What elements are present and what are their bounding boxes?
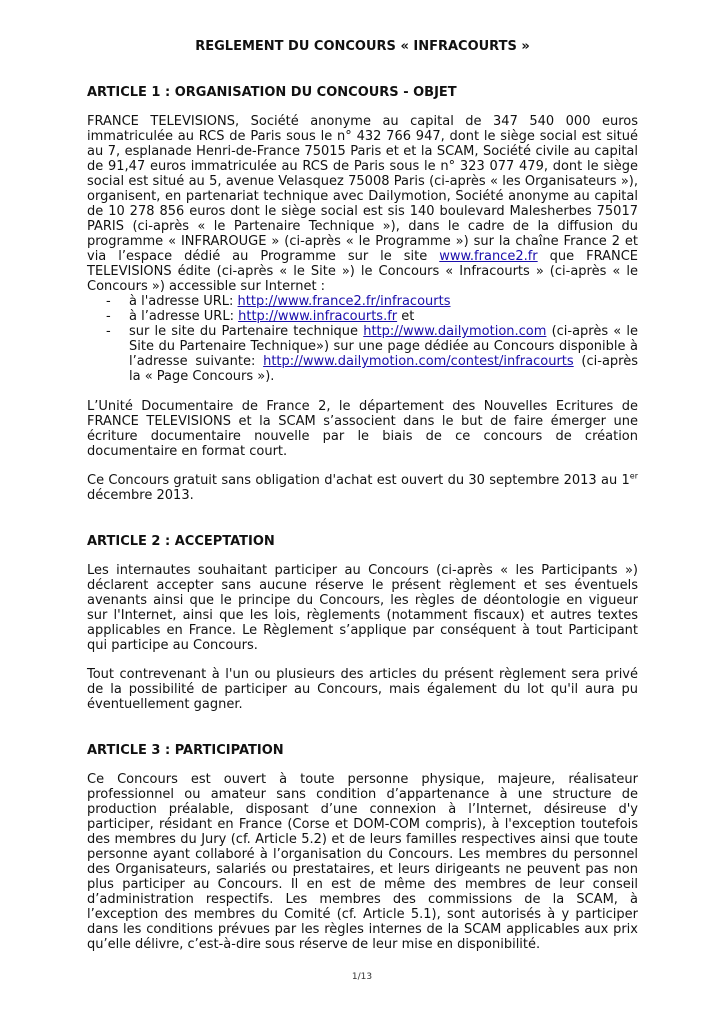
bullet-2-tail: et: [397, 309, 415, 324]
article-1-heading: ARTICLE 1 : ORGANISATION DU CONCOURS - OBJET: [87, 85, 457, 100]
list-item: [87, 309, 638, 324]
document-page: [87, 38, 638, 952]
france2-link[interactable]: www.france2.fr: [439, 249, 538, 264]
infracourts-france2-link[interactable]: http://www.france2.fr/infracourts: [237, 294, 451, 309]
article-2-paragraph-1: Les internautes souhaitant participer au Concours (ci-après « les Participants ») déclarent accepter sans aucune réserve le présent règlement et ses éventuels avenants ainsi que le principe du Concours, les règles de déontologie en vigueur sur l'Internet, ainsi que les lois, règlements (notamment fiscaux) et autres textes applicables en France. Le Règlement s’applique par conséquent à tout Participant qui participe au Concours.: [87, 563, 638, 653]
bullet-1-text: à l'adresse URL:: [129, 294, 238, 309]
article-1-paragraph-1: [87, 114, 638, 294]
bullet-3-tail: (ci-après la « Page Concours »).: [129, 354, 639, 384]
article-1-p3-text: Ce Concours gratuit sans obligation d'achat est ouvert du 30 septembre 2013 au 1: [87, 473, 630, 488]
article-3-paragraph-1: Ce Concours est ouvert à toute personne physique, majeure, réalisateur professionnel ou amateur sans condition d’appartenance à une structure de production préalable, disposant d’une connexion à l’Internet, désireuse d'y participer, résidant en France (Corse et DOM-COM compris), à l'exception toutefois des membres du Jury (cf. Article 5.2) et de leurs familles respectives ainsi que toute personne ayant collaboré à l’organisation du Concours. Les membres du personnel des Organisateurs, salariés ou prestataires, et leurs dirigeants ne peuvent pas non plus participer au Concours. Il en est de même des membres de leur conseil d’administration respectifs. Les membres des commissions de la SCAM, à l’exception des membres du Comité (cf. Article 5.1), sont autorisés à y participer dans les conditions prévues par les règles internes de la SCAM applicables aux prix qu’elle délivre, c’est-à-dire sous réserve de leur mise en disponibilité.: [87, 772, 638, 952]
list-item: [87, 294, 638, 309]
article-2-heading: ARTICLE 2 : ACCEPTATION: [87, 534, 275, 549]
bullet-dash: -: [106, 294, 111, 309]
dailymotion-contest-link[interactable]: http://www.dailymotion.com/contest/infracourts: [263, 354, 574, 369]
article-1-p3-tail: décembre 2013.: [87, 488, 194, 503]
bullet-3-mid: (ci-après « le Site du Partenaire Technique») sur une page dédiée au Concours disponible à l’adresse suivante:: [129, 324, 639, 369]
article-1-p1-text-b: que FRANCE TELEVISIONS édite (ci-après « le Site ») le Concours « Infracourts » (ci-après « le Concours ») accessible sur Internet :: [87, 249, 638, 294]
bullet-dash: -: [106, 309, 111, 324]
article-3-heading: ARTICLE 3 : PARTICIPATION: [87, 743, 284, 758]
bullet-3-text: sur le site du Partenaire technique: [129, 324, 364, 339]
access-url-list: [87, 294, 638, 384]
bullet-dash: -: [106, 324, 111, 339]
dailymotion-link[interactable]: http://www.dailymotion.com: [363, 324, 547, 339]
document-title: REGLEMENT DU CONCOURS « INFRACOURTS »: [195, 39, 530, 54]
ordinal-superscript: er: [629, 471, 638, 481]
bullet-2-text: à l’adresse URL:: [129, 309, 239, 324]
infracourts-fr-link[interactable]: http://www.infracourts.fr: [238, 309, 398, 324]
article-2-paragraph-2: Tout contrevenant à l'un ou plusieurs des articles du présent règlement sera privé de la possibilité de participer au Concours, mais également du lot qu'il aura pu éventuellement gagner.: [87, 667, 638, 712]
page-number: 1/13: [351, 972, 373, 982]
article-1-p1-text-a: FRANCE TELEVISIONS, Société anonyme au capital de 347 540 000 euros immatriculée au RCS de Paris sous le n° 432 766 947, dont le siège social est situé au 7, esplanade Henri-de-France 75015 Paris et et la SCAM, Société civile au capital de 91,47 euros immatriculée au RCS de Paris sous le n° 323 077 479, dont le siège social est situé au 5, avenue Velasquez 75008 Paris (ci-après « les Organisateurs »), organisent, en partenariat technique avec Dailymotion, Société anonyme au capital de 10 278 856 euros dont le siège social est sis 140 boulevard Malesherbes 75017 PARIS (ci-après « le Partenaire Technique »), dans le cadre de la diffusion du programme « INFRAROUGE » (ci-après « le Programme ») sur la chaîne France 2 et via l’espace dédié au Programme sur le site: [87, 114, 638, 264]
article-1-paragraph-3: [87, 473, 638, 503]
article-1-paragraph-2: L’Unité Documentaire de France 2, le département des Nouvelles Ecritures de FRANCE TELEVISIONS et la SCAM s’associent dans le but de faire émerger une écriture documentaire nouvelle par le biais de ce concours de création documentaire en format court.: [87, 399, 638, 459]
list-item: [87, 324, 638, 384]
